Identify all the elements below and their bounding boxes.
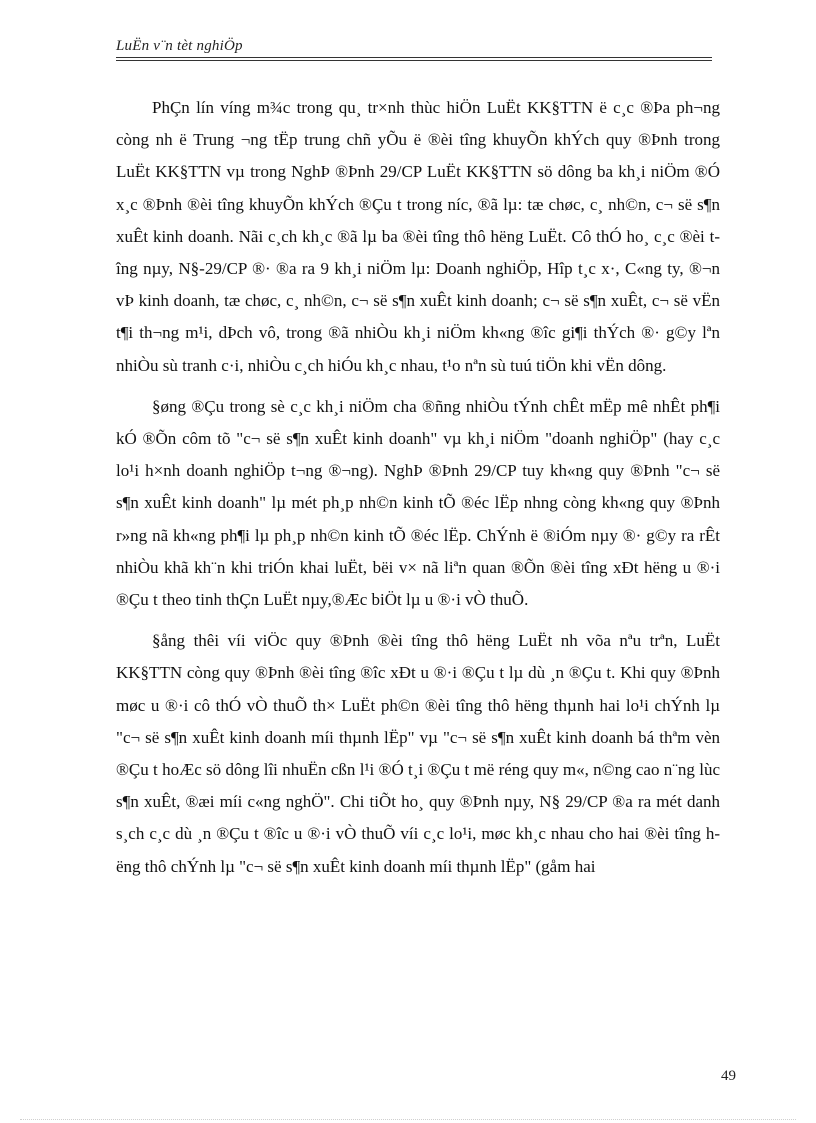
paragraph-3: §ång thêi víi viÖc quy ®Þnh ®èi tîng thô hëng LuËt nh võa nªu trªn, LuËt KK§TTN còng quy ®Þnh ®èi tîng ®îc xÐt u ®·i ®Çu t lµ dù ¸n ®Çu t. Khi quy ®Þnh møc u ®·i cô thÓ vÒ thuÕ th× LuËt ph©n ®èi tîng thô hëng thµnh hai lo¹i chÝnh lµ "c¬ së s¶n xuÊt kinh doanh míi thµnh lËp" vµ "c¬ së s¶n xuÊt kinh doanh bá thªm vèn ®Çu t hoÆc sö dông lîi nhuËn cßn l¹i ®Ó t¸i ®Çu t më réng quy m«, n©ng cao n¨ng lùc s¶n xuÊt, ®æi míi c«ng nghÖ". Chi tiÕt ho¸ quy ®Þnh nµy, N§ 29/CP ®a ra mét danh s¸ch c¸c dù ¸n ®Çu t ®îc u ®·i vÒ thuÕ víi c¸c lo¹i, møc kh¸c nhau cho hai ®èi tîng hëng thô chÝnh lµ "c¬ së s¶n xuÊt kinh doanh míi thµnh lËp" (gåm hai: [116, 631, 720, 876]
page-number: 49: [721, 1068, 736, 1084]
paragraph-2: §øng ®Çu trong sè c¸c kh¸i niÖm cha ®ñng nhiÒu tÝnh chÊt mËp mê nhÊt ph¶i kÓ ®Õn côm tõ "c¬ së s¶n xuÊt kinh doanh" vµ kh¸i niÖm "doanh nghiÖp" (hay c¸c lo¹i h×nh doanh nghiÖp t¬ng ®¬ng). NghÞ ®Þnh 29/CP tuy kh«ng quy ®Þnh "c¬ së s¶n xuÊt kinh doanh" lµ mét ph¸p nh©n kinh tÕ ®éc lËp nhng còng kh«ng quy ®Þnh r»ng nã kh«ng ph¶i lµ ph¸p nh©n kinh tÕ ®éc lËp. ChÝnh ë ®iÓm nµy ®· g©y ra rÊt nhiÒu khã kh¨n khi triÓn khai luËt, bëi v× nã liªn quan ®Õn ®èi tîng xÐt hëng u ®·i ®Çu t theo tinh thÇn LuËt nµy,®Æc biÖt lµ u ®·i vÒ thuÕ.: [116, 396, 720, 610]
running-header: LuËn v¨n tèt nghiÖp: [116, 38, 243, 54]
header-rule-double: [116, 60, 712, 61]
body-text: [116, 92, 720, 892]
page-bottom-border: [20, 1119, 796, 1120]
paragraph-1: PhÇn lín víng m¾c trong qu¸ tr×nh thùc hiÖn LuËt KK§TTN ë c¸c ®Þa ph¬ng còng nh ë Trung ¬ng tËp trung chñ yÕu ë ®èi tîng khuyÕn khÝch quy ®Þnh trong LuËt KK§TTN vµ trong NghÞ ®Þnh 29/CP LuËt KK§TTN sö dông ba kh¸i niÖm ®Ó x¸c ®Þnh ®èi tîng khuyÕn khÝch ®Çu t trong níc, ®ã lµ: tæ chøc, c¸ nh©n, c¬ së s¶n xuÊt kinh doanh. Nãi c¸ch kh¸c ®ã lµ ba ®èi tîng thô hëng LuËt. Cô thÓ ho¸ c¸c ®èi tîng nµy, N§-29/CP ®· ®a ra 9 kh¸i niÖm lµ: Doanh nghiÖp, Hîp t¸c x·, C«ng ty, ®¬n vÞ kinh doanh, tæ chøc, c¸ nh©n, c¬ së s¶n xuÊt kinh doanh; c¬ së s¶n xuÊt, c¬ së vËn t¶i th¬ng m¹i, dÞch vô, trong ®ã nhiÒu kh¸i niÖm kh«ng ®îc gi¶i thÝch ®· g©y lªn nhiÒu sù tranh c·i, nhiÒu c¸ch hiÓu kh¸c nhau, t¹o nªn sù tuú tiÖn khi vËn dông.: [116, 98, 720, 375]
header-rule: [116, 57, 712, 58]
